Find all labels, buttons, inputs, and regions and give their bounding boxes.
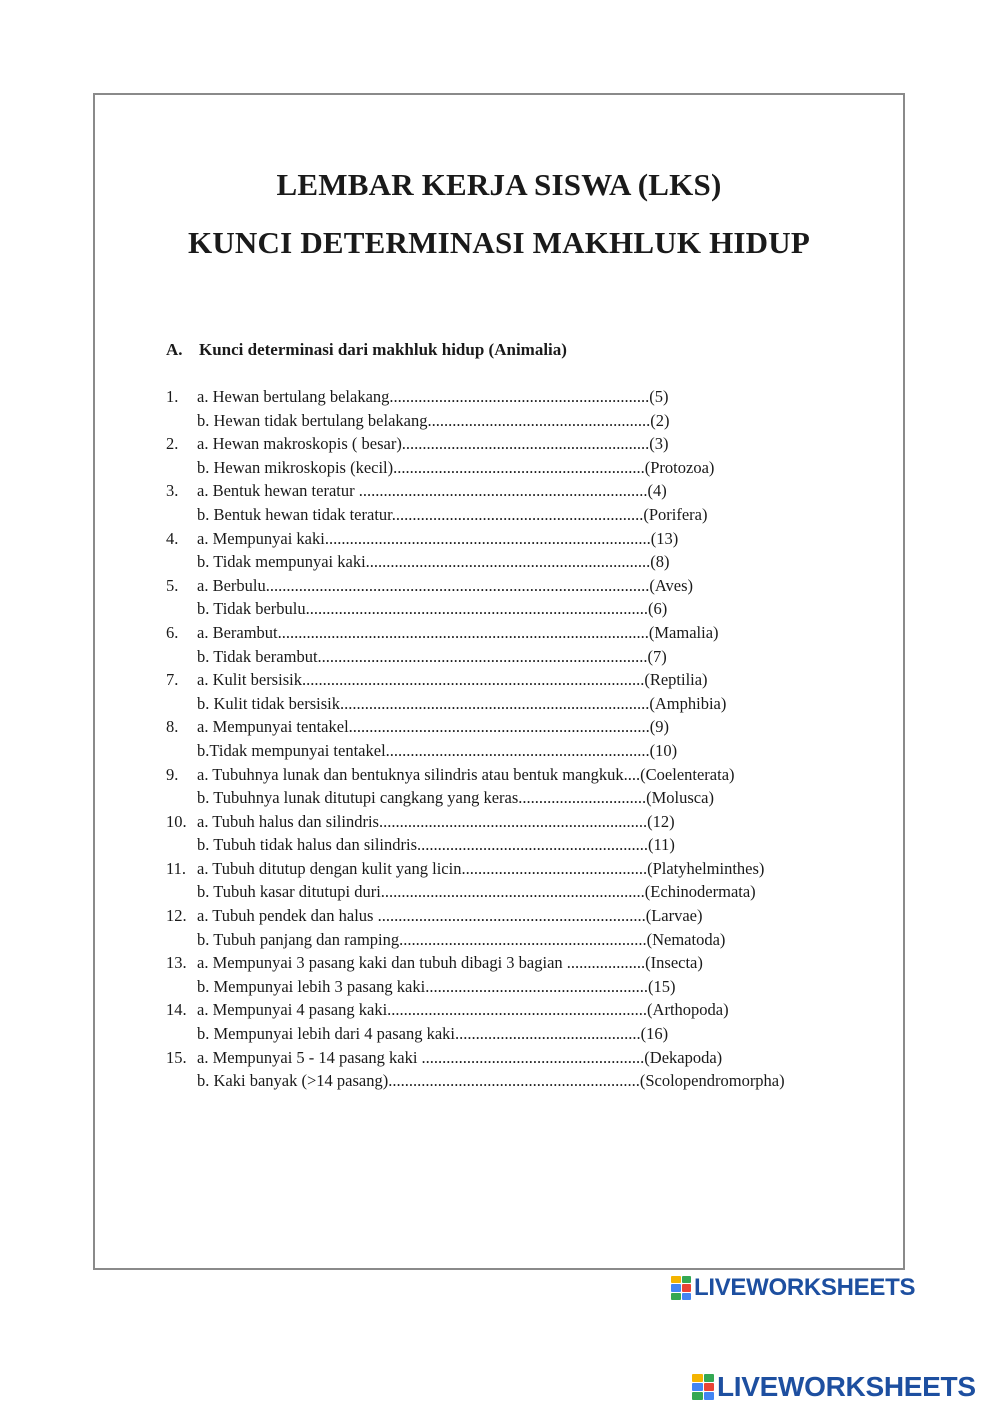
- key-number: [166, 597, 197, 621]
- key-line: [166, 527, 866, 551]
- worksheet-subtitle: KUNCI DETERMINASI MAKHLUK HIDUP: [188, 225, 810, 260]
- key-text: a. Berambut..........................................................................................(Mamalia): [197, 622, 719, 642]
- key-line: [166, 692, 866, 716]
- key-text: a. Mempunyai kaki...............................................................................(13): [197, 528, 679, 548]
- liveworksheets-wordmark: LIVEWORKSHEETS: [717, 1371, 976, 1402]
- key-line: [166, 951, 866, 975]
- section-heading-text: Kunci determinasi dari makhluk hidup (Animalia): [199, 340, 567, 359]
- liveworksheets-logo-icon: [692, 1374, 714, 1400]
- key-text: b. Tubuhnya lunak ditutupi cangkang yang keras...............................(Molusca): [197, 788, 714, 808]
- section-heading: [166, 340, 567, 360]
- key-number: [166, 456, 197, 480]
- key-number: [166, 739, 197, 763]
- key-text: b. Tidak berambut................................................................................(7): [197, 646, 667, 666]
- key-number: 1.: [166, 387, 179, 406]
- key-text: a. Kulit bersisik...................................................................................(Reptilia): [197, 670, 708, 690]
- key-line: [166, 998, 866, 1022]
- key-line: [166, 1046, 866, 1070]
- key-number: 15.: [166, 1047, 187, 1067]
- key-number: [166, 880, 197, 904]
- key-text: a. Mempunyai 5 - 14 pasang kaki ......................................................(Dekapoda): [197, 1047, 723, 1067]
- key-text: a. Mempunyai 3 pasang kaki dan tubuh dibagi 3 bagian ...................(Insecta): [197, 953, 703, 973]
- key-number: [166, 645, 197, 669]
- key-text: b. Tubuh tidak halus dan silindris........................................................(11): [197, 835, 675, 855]
- key-line: [166, 1022, 866, 1046]
- key-text: b. Mempunyai lebih 3 pasang kaki......................................................(15): [197, 976, 676, 996]
- key-number: 3.: [166, 481, 179, 501]
- key-text: a. Mempunyai tentakel.........................................................................(9): [197, 717, 670, 737]
- key-number: [166, 409, 197, 433]
- key-number: 12.: [166, 906, 187, 926]
- key-text: b. Hewan tidak bertulang belakang......................................................(2): [197, 410, 670, 430]
- key-line: [166, 715, 866, 739]
- key-line: [166, 385, 866, 409]
- key-number: 10.: [166, 811, 187, 831]
- key-line: [166, 763, 866, 787]
- key-text: a. Mempunyai 4 pasang kaki...............................................................(Arthopoda): [197, 1000, 729, 1020]
- key-text: b. Tidak mempunyai kaki.....................................................................(8): [197, 552, 670, 572]
- key-text: a. Hewan bertulang belakang...............................................................(5): [197, 387, 669, 406]
- key-number: 11.: [166, 858, 187, 878]
- key-line: [166, 645, 866, 669]
- key-text: b. Tubuh kasar ditutupi duri................................................................(Echinodermata): [197, 882, 756, 902]
- key-text: a. Tubuhnya lunak dan bentuknya silindris atau bentuk mangkuk....(Coelenterata): [197, 764, 735, 784]
- key-number: 5.: [166, 575, 179, 595]
- key-number: 6.: [166, 622, 179, 642]
- key-line: [166, 668, 866, 692]
- key-number: 13.: [166, 953, 187, 973]
- key-line: [166, 904, 866, 928]
- key-line: [166, 550, 866, 574]
- key-number: 8.: [166, 717, 179, 737]
- key-number: 4.: [166, 528, 179, 548]
- key-text: b. Bentuk hewan tidak teratur.............................................................(Porifera): [197, 504, 708, 524]
- key-text: a. Berbulu.............................................................................................(Aves): [197, 575, 694, 595]
- key-text: b. Kaki banyak (>14 pasang).............................................................(Scolopendromorpha): [197, 1071, 785, 1091]
- key-line: [166, 574, 866, 598]
- liveworksheets-wordmark: LIVEWORKSHEETS: [694, 1274, 916, 1301]
- key-text: a. Tubuh pendek dan halus .................................................................(Larvae): [197, 906, 703, 926]
- key-text: b. Mempunyai lebih dari 4 pasang kaki.............................................(16): [197, 1024, 669, 1044]
- key-text: b. Tubuh panjang dan ramping............................................................(Nematoda): [197, 929, 726, 949]
- key-line: [166, 1069, 866, 1093]
- determination-key-list: [166, 385, 866, 1093]
- key-number: 7.: [166, 670, 179, 690]
- key-number: 14.: [166, 1000, 187, 1020]
- key-line: [166, 621, 866, 645]
- key-line: [166, 975, 866, 999]
- key-number: [166, 928, 197, 952]
- key-number: [166, 1069, 197, 1093]
- key-line: [166, 810, 866, 834]
- key-line: [166, 833, 866, 857]
- key-line: [166, 503, 866, 527]
- key-line: [166, 739, 866, 763]
- key-text: a. Bentuk hewan teratur ......................................................................(4): [197, 481, 667, 501]
- liveworksheets-logo-icon: [671, 1276, 691, 1300]
- key-text: b. Tidak berbulu...................................................................................(6): [197, 599, 668, 619]
- worksheet-title: LEMBAR KERJA SISWA (LKS): [276, 167, 722, 202]
- key-number: [166, 550, 197, 574]
- key-line: [166, 456, 866, 480]
- key-number: [166, 786, 197, 810]
- key-text: b.Tidak mempunyai tentakel................................................................(10): [197, 740, 678, 760]
- worksheet-page: [93, 93, 905, 1270]
- key-line: [166, 880, 866, 904]
- liveworksheets-watermark-footer: [692, 1371, 976, 1403]
- section-letter: A.: [166, 340, 183, 359]
- key-line: [166, 928, 866, 952]
- key-line: [166, 409, 866, 433]
- key-text: a. Tubuh halus dan silindris.................................................................(12): [197, 811, 675, 831]
- key-text: b. Kulit tidak bersisik...........................................................................(Amphibia): [197, 693, 727, 713]
- key-line: [166, 786, 866, 810]
- key-line: [166, 479, 866, 503]
- key-line: [166, 432, 866, 456]
- key-text: b. Hewan mikroskopis (kecil).............................................................(Protozoa): [197, 457, 715, 477]
- liveworksheets-watermark: [671, 1274, 915, 1302]
- key-number: [166, 975, 197, 999]
- key-number: [166, 1022, 197, 1046]
- key-number: [166, 833, 197, 857]
- key-number: [166, 692, 197, 716]
- key-line: [166, 857, 866, 881]
- key-text: a. Tubuh ditutup dengan kulit yang licin.............................................(Platyhelminthes): [197, 858, 765, 878]
- key-number: 9.: [166, 764, 179, 784]
- key-text: a. Hewan makroskopis ( besar)............................................................(3): [197, 434, 669, 454]
- key-line: [166, 597, 866, 621]
- key-number: 2.: [166, 434, 179, 454]
- key-number: [166, 503, 197, 527]
